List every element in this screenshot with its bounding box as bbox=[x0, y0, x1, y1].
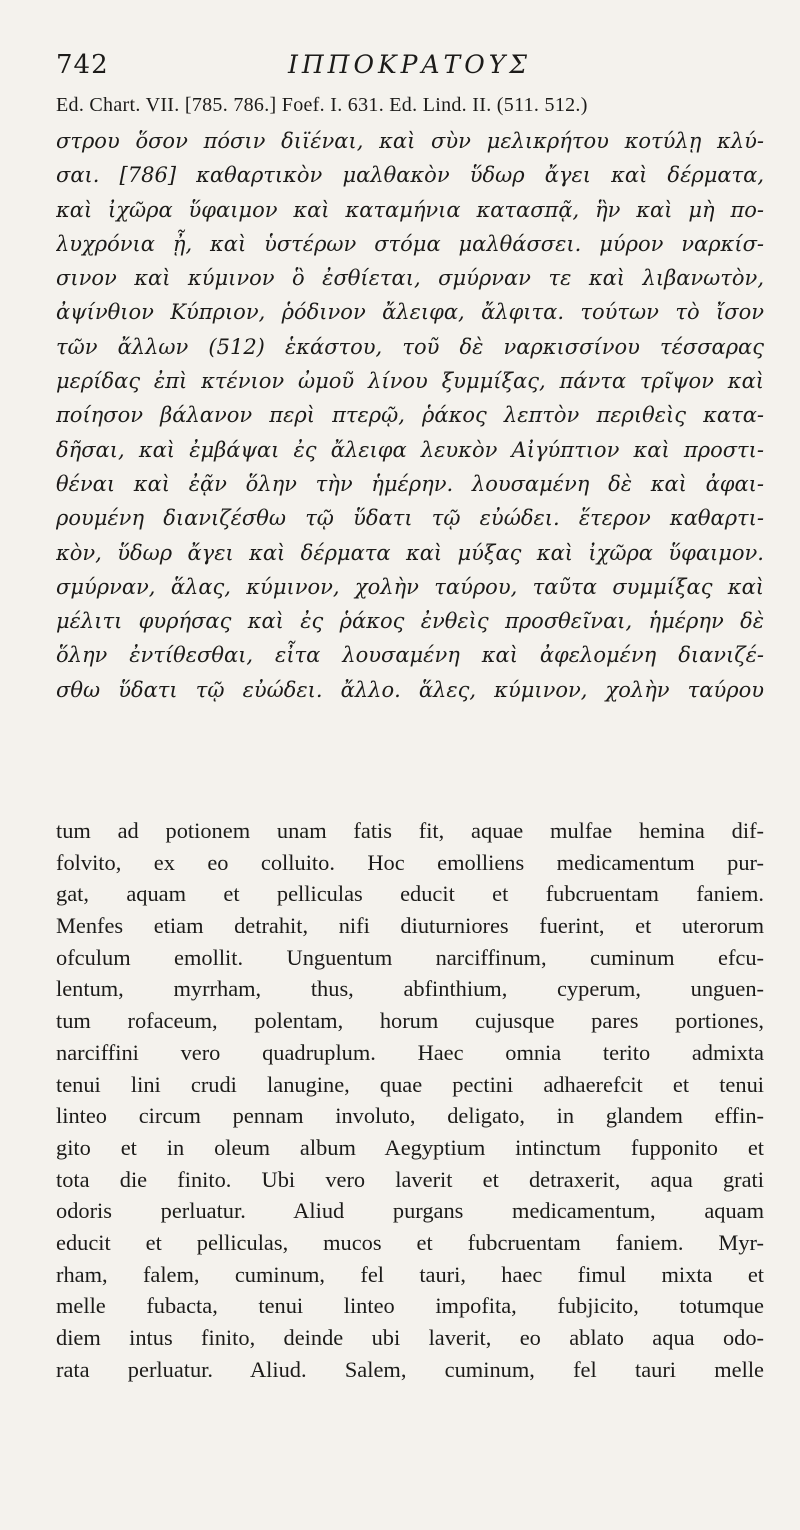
latin-line: odoris perluatur. Aliud purgans medicamentum, aquam bbox=[56, 1198, 764, 1224]
page-header bbox=[56, 44, 764, 92]
latin-line: melle fubacta, tenui linteo impofita, fubjicito, totumque bbox=[56, 1293, 764, 1319]
latin-line: narciffini vero quadruplum. Haec omnia terito admixta bbox=[56, 1039, 764, 1065]
greek-text-block bbox=[56, 124, 764, 707]
greek-line: ρουμένη διανιζέσθω τῷ ὕδατι τῷ εὐώδει. ἕτερον καθαρτι- bbox=[56, 506, 764, 531]
greek-line: σθω ὕδατι τῷ εὐώδει. ἄλλο. ἅλες, κύμινον, χολὴν ταύρου bbox=[56, 677, 764, 702]
greek-line: ὅλην ἐντίθεσθαι, εἶτα λουσαμένη καὶ ἀφελομένη διανιζέ- bbox=[56, 643, 764, 668]
latin-line: gat, aquam et pelliculas educit et fubcruentam faniem. bbox=[56, 881, 764, 907]
latin-line: ofculum emollit. Unguentum narciffinum, cuminum efcu- bbox=[56, 944, 764, 970]
latin-line: rata perluatur. Aliud. Salem, cuminum, fel tauri melle bbox=[56, 1356, 764, 1382]
greek-line: λυχρόνια ᾖ, καὶ ὑστέρων στόμα μαλθάσσει. μύρον ναρκίσ- bbox=[56, 231, 764, 256]
latin-line: tum rofaceum, polentam, horum cujusque pares portiones, bbox=[56, 1008, 764, 1034]
latin-line: Menfes etiam detrahit, nifi diuturniores fuerint, et uterorum bbox=[56, 913, 764, 939]
greek-line: σμύρναν, ἅλας, κύμινον, χολὴν ταύρου, ταῦτα συμμίξας καὶ bbox=[56, 574, 764, 599]
greek-line: σινον καὶ κύμινον ὃ ἐσθίεται, σμύρναν τε καὶ λιβανωτὸν, bbox=[56, 266, 764, 291]
latin-text-block bbox=[56, 815, 764, 1385]
latin-line: tenui lini crudi lanugine, quae pectini adhaerefcit et tenui bbox=[56, 1071, 764, 1097]
greek-line: μερίδας ἐπὶ κτένιον ὠμοῦ λίνου ξυμμίξας, πάντα τρῖψον καὶ bbox=[56, 369, 764, 394]
latin-line: gito et in oleum album Aegyptium intinctum fupponito et bbox=[56, 1134, 764, 1160]
greek-line: στρου ὅσον πόσιν διϊέναι, καὶ σὺν μελικρήτου κοτύλῃ κλύ- bbox=[56, 129, 764, 153]
greek-line: μέλιτι φυρήσας καὶ ἐς ῥάκος ἐνθεὶς προσθεῖναι, ἡμέρην δὲ bbox=[56, 609, 764, 634]
greek-line: κὸν, ὕδωρ ἄγει καὶ δέρματα καὶ μύξας καὶ ἰχῶρα ὕφαιμον. bbox=[56, 540, 764, 565]
latin-line: diem intus finito, deinde ubi laverit, eo ablato aqua odo- bbox=[56, 1325, 764, 1351]
latin-line: folvito, ex eo colluito. Hoc emolliens medicamentum pur- bbox=[56, 849, 764, 875]
latin-line: lentum, myrrham, thus, abfinthium, cyperum, unguen- bbox=[56, 976, 764, 1002]
latin-line: educit et pelliculas, mucos et fubcruentam faniem. Myr- bbox=[56, 1229, 764, 1255]
latin-line: tum ad potionem unam fatis fit, aquae mulfae hemina dif- bbox=[56, 818, 764, 844]
greek-line: δῆσαι, καὶ ἐμβάψαι ἐς ἄλειφα λευκὸν Αἰγύπτιον καὶ προστι- bbox=[56, 437, 764, 462]
section-gap bbox=[56, 707, 764, 815]
greek-line: ἀψίνθιον Κύπριον, ῥόδινον ἄλειφα, ἄλφιτα. τούτων τὸ ἴσον bbox=[56, 300, 764, 325]
greek-line: καὶ ἰχῶρα ὕφαιμον καὶ καταμήνια κατασπᾷ, ἣν καὶ μὴ πο- bbox=[56, 197, 764, 222]
latin-line: tota die finito. Ubi vero laverit et detraxerit, aqua grati bbox=[56, 1166, 764, 1192]
edition-reference-line: Ed. Chart. VII. [785. 786.] Foef. I. 631. Ed. Lind. II. (511. 512.) bbox=[56, 94, 588, 116]
greek-line: τῶν ἄλλων (512) ἑκάστου, τοῦ δὲ ναρκισσίνου τέσσαρας bbox=[56, 334, 764, 359]
greek-line: ποίησον βάλανον περὶ πτερῷ, ῥάκος λεπτὸν περιθεὶς κατα- bbox=[56, 403, 764, 428]
latin-line: rham, falem, cuminum, fel tauri, haec fimul mixta et bbox=[56, 1261, 764, 1287]
greek-line: θέναι καὶ ἐᾷν ὅλην τὴν ἡμέρην. λουσαμένη δὲ καὶ ἀφαι- bbox=[56, 471, 764, 496]
latin-line: linteo circum pennam involuto, deligato, in glandem effin- bbox=[56, 1103, 764, 1129]
running-title: ΙΠΠΟΚΡΑΤΟΥΣ bbox=[288, 50, 531, 79]
greek-line: σαι. [786] καθαρτικὸν μαλθακὸν ὕδωρ ἄγει καὶ δέρματα, bbox=[56, 163, 764, 188]
page-number: 742 bbox=[56, 50, 109, 80]
